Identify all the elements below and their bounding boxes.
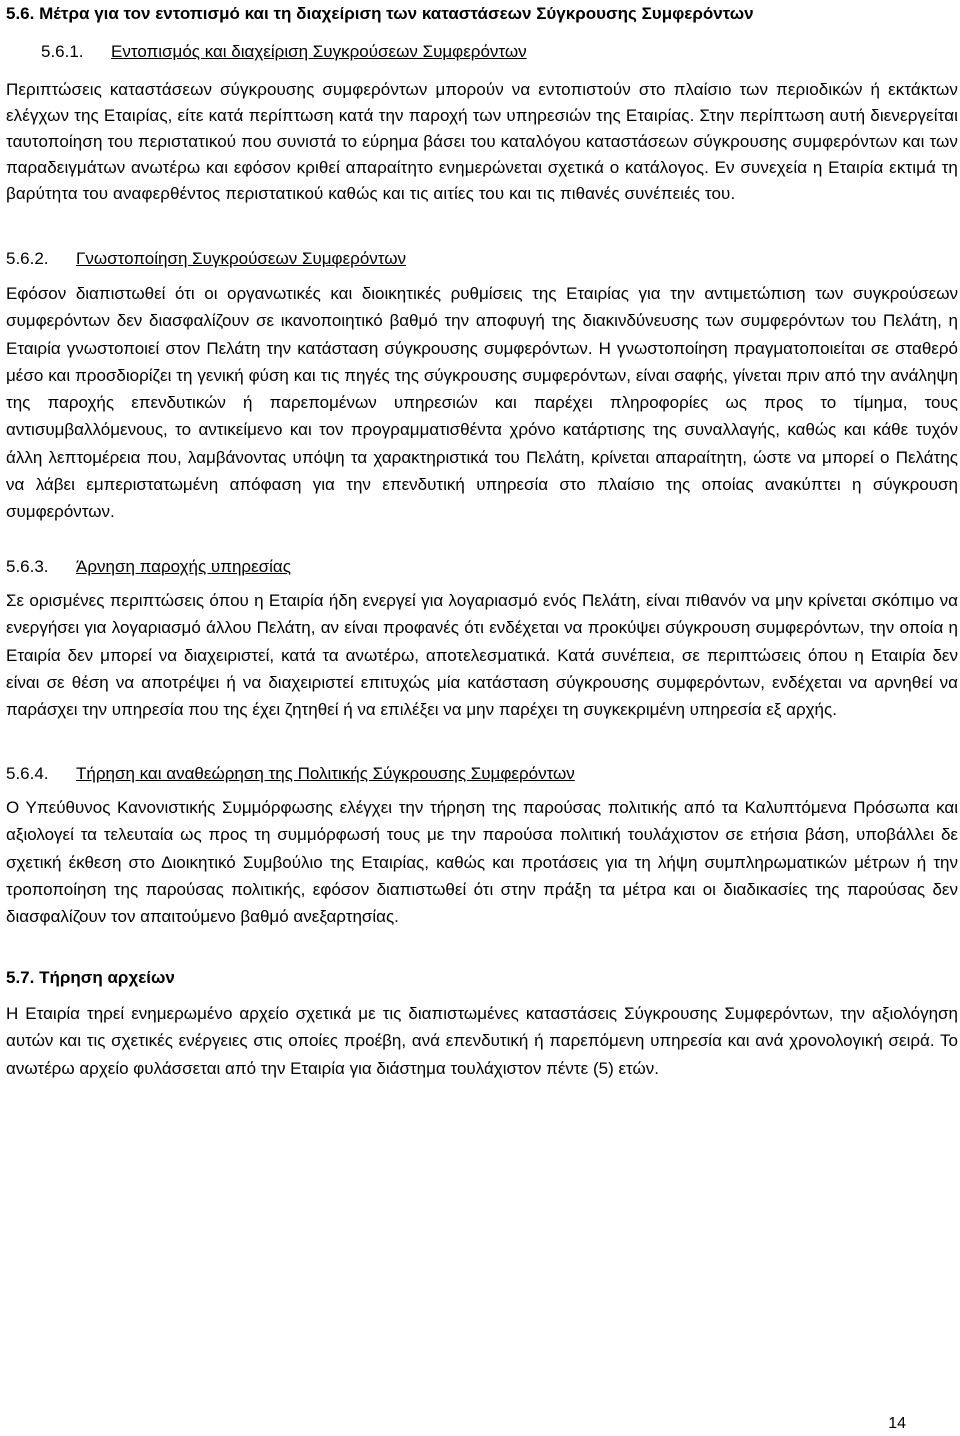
subsection-title: Εντοπισμός και διαχείριση Συγκρούσεων Συμφερόντων [111,42,527,61]
subsection-title: Τήρηση και αναθεώρηση της Πολιτικής Σύγκρουσης Συμφερόντων [76,764,575,783]
section-heading-5-6: 5.6. Μέτρα για τον εντοπισμό και τη διαχείριση των καταστάσεων Σύγκρουσης Συμφερόντων [6,4,754,23]
subsection-title: Άρνηση παροχής υπηρεσίας [76,557,291,576]
subsection-heading-5-6-1 [41,41,527,63]
subsection-number: 5.6.3. [6,557,49,576]
subsection-title: Γνωστοποίηση Συγκρούσεων Συμφερόντων [76,249,407,268]
paragraph-5-6-3: Σε ορισμένες περιπτώσεις όπου η Εταιρία ήδη ενεργεί για λογαριασμό ενός Πελάτη, είναι πιθανόν να μην κρίνεται σκόπιμο να ενεργήσει για λογαριασμό άλλου Πελάτη, αν είναι προφανές ότι ενδέχεται να προκύψει σύγκρουση συμφερόντων, την οποία η Εταιρία δεν μπορεί να διαχειριστεί, κατά τα ανωτέρω, αποτελεσματικά. Κατά συνέπεια, σε περιπτώσεις όπου η Εταιρία δεν είναι σε θέση να αποτρέψει ή να διαχειριστεί επιτυχώς μία κατάσταση σύγκρουσης συμφερόντων, ενδέχεται να αρνηθεί να παράσχει την υπηρεσία που της έχει ζητηθεί ή να επιλέξει να μην παρέχει τη συγκεκριμένη υπηρεσία εξ αρχής. [6,591,958,720]
paragraph-5-6-2: Εφόσον διαπιστωθεί ότι οι οργανωτικές και διοικητικές ρυθμίσεις της Εταιρίας για την αντιμετώπιση των συγκρούσεων συμφερόντων δεν διασφαλίζουν σε ικανοποιητικό βαθμό την αποφυγή της διακινδύνευσης των συμφερόντων του Πελάτη, η Εταιρία γνωστοποιεί στον Πελάτη την κατάσταση σύγκρουσης συμφερόντων. Η γνωστοποίηση πραγματοποιείται σε σταθερό μέσο και προσδιορίζει τη γενική φύση και τις πηγές της σύγκρουσης συμφερόντων, είναι σαφής, γίνεται πριν από την ανάληψη της παροχής επενδυτικών ή παρεπομένων υπηρεσιών και παρέχει πληροφορίες ως προς το τίμημα, τους αντισυμβαλλόμενους, το αντικείμενο και τον προγραμματισθέντα χρόνο κατάρτισης της συναλλαγής, καθώς και κάθε τυχόν άλλη λεπτομέρεια που, λαμβάνοντας υπόψη τα χαρακτηριστικά του Πελάτη, κρίνεται απαραίτητη, ώστε να μπορεί ο Πελάτης να λάβει εμπεριστατωμένη απόφαση για την επενδυτική υπηρεσία στο πλαίσιο της οποίας ανακύπτει η σύγκρουση συμφερόντων. [6,284,958,522]
section-heading-5-7: 5.7. Τήρηση αρχείων [6,968,175,987]
paragraph-5-7: Η Εταιρία τηρεί ενημερωμένο αρχείο σχετικά με τις διαπιστωμένες καταστάσεις Σύγκρουσης Συμφερόντων, την αξιολόγηση αυτών και τις σχετικές ενέργειες στις οποίες προέβη, ανά επενδυτική ή παρεπόμενη υπηρεσία και ανά χρονολογική σειρά. Το ανωτέρω αρχείο φυλάσσεται από την Εταιρία για διάστημα τουλάχιστον πέντε (5) ετών. [6,1004,958,1078]
page-number: 14 [888,1415,906,1432]
subsection-heading-5-6-2 [6,248,406,270]
subsection-heading-5-6-4 [6,763,575,785]
subsection-number: 5.6.4. [6,764,49,783]
paragraph-5-6-1: Περιπτώσεις καταστάσεων σύγκρουσης συμφερόντων μπορούν να εντοπιστούν στο πλαίσιο των περιοδικών ή εκτάκτων ελέγχων της Εταιρίας, είτε κατά περίπτωση κατά την παροχή των υπηρεσιών της Εταιρίας. Στην περίπτωση αυτή διενεργείται ταυτοποίηση του περιστατικού που συνιστά το εύρημα βάσει του καταλόγου καταστάσεων σύγκρουσης συμφερόντων και των παραδειγμάτων ανωτέρω και εφόσον κριθεί απαραίτητο ενημερώνεται σχετικά ο κατάλογος. Εν συνεχεία η Εταιρία εκτιμά τη βαρύτητα του αναφερθέντος περιστατικού καθώς και τις αιτίες του και τις πιθανές συνέπειές του. [6,80,958,203]
subsection-number: 5.6.2. [6,249,49,268]
subsection-number: 5.6.1. [41,42,84,61]
paragraph-5-6-4: Ο Υπεύθυνος Κανονιστικής Συμμόρφωσης ελέγχει την τήρηση της παρούσας πολιτικής από τα Καλυπτόμενα Πρόσωπα και αξιολογεί τα τελευταία ως προς τη συμμόρφωσή τους με την παρούσα πολιτική τουλάχιστον σε ετήσια βάση, υποβάλλει δε σχετική έκθεση στο Διοικητικό Συμβούλιο της Εταιρίας, καθώς και προτάσεις για τη λήψη συμπληρωματικών μέτρων ή την τροποποίηση της παρούσας πολιτικής, εφόσον διαπιστωθεί ότι στην πράξη τα μέτρα και οι διαδικασίες της παρούσας δεν διασφαλίζουν τον απαιτούμενο βαθμό ανεξαρτησίας. [6,798,958,927]
subsection-heading-5-6-3 [6,556,291,578]
